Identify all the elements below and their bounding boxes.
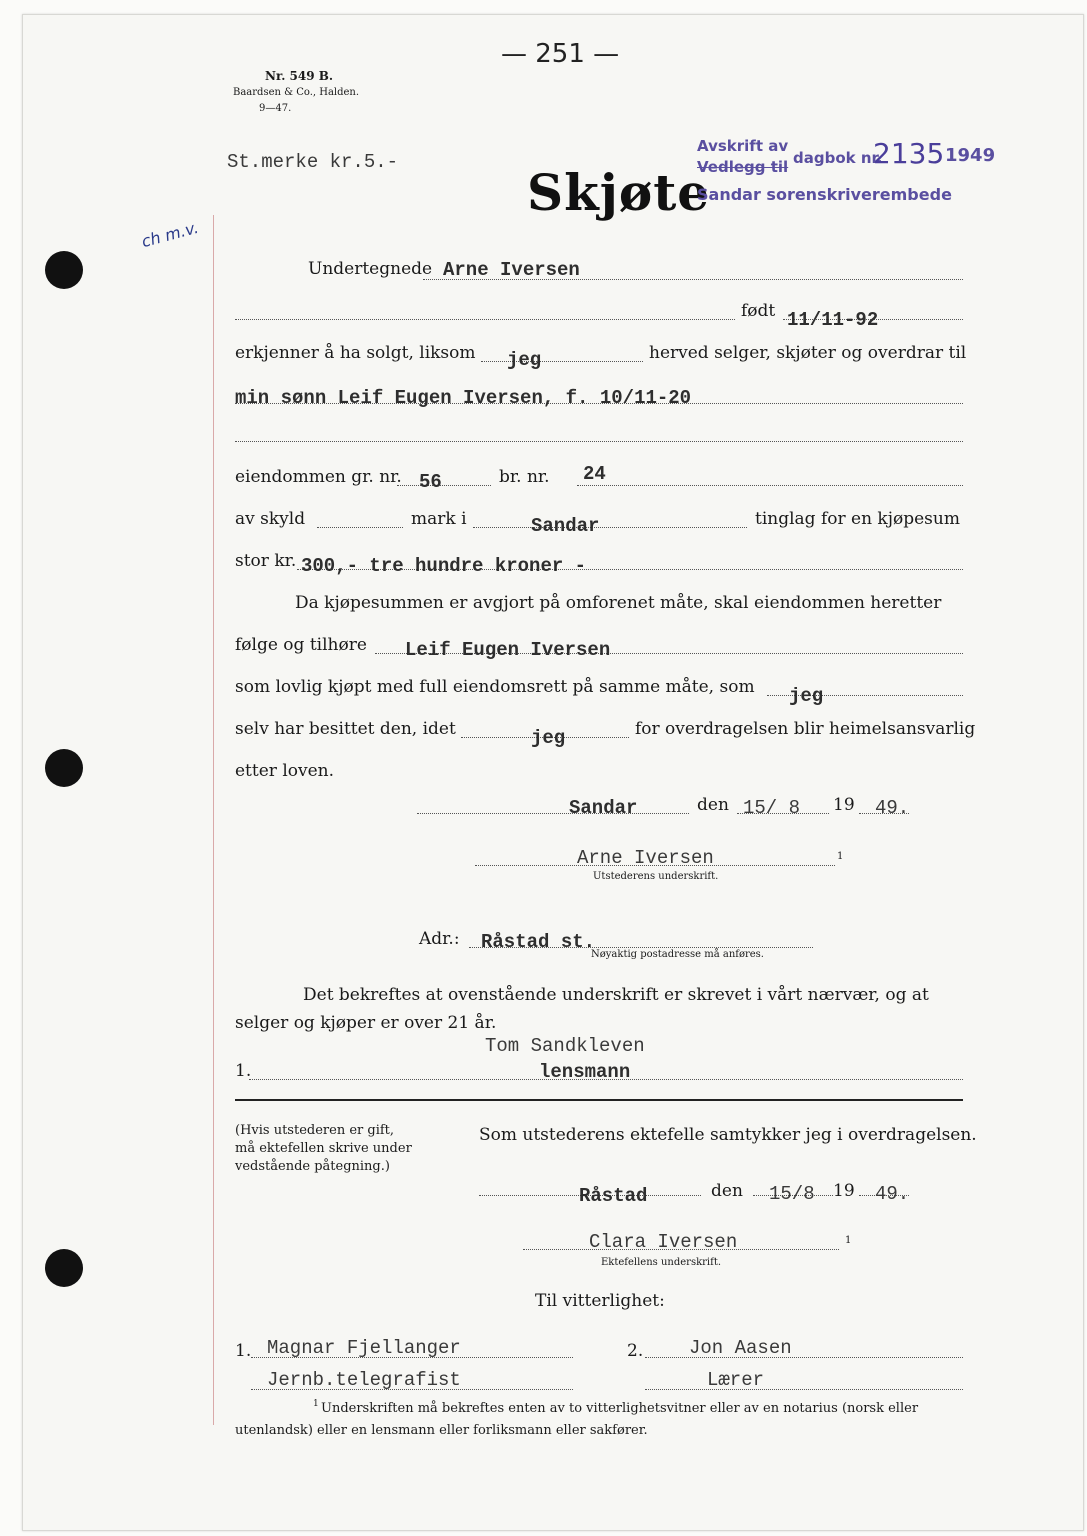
signing-place: Sandar [569,797,638,819]
page-number: — 251 — [501,39,620,69]
signing-place-line [417,813,689,814]
spouse-footnote-mark: 1 [845,1235,852,1246]
signature-footnote-mark: 1 [837,851,844,862]
spouse-signature: Clara Iversen [589,1231,738,1253]
paragraph-1: Da kjøpesummen er avgjort på omforenet måte, skal eiendommen heretter [295,593,942,613]
gr-nr-line [397,485,491,486]
confirmation-witness-name: Tom Sandkleven [485,1035,645,1057]
spouse-consent: Som utstederens ektefelle samtykker jeg i overdragelsen. [479,1125,977,1145]
form-printer: Baardsen & Co., Halden. [233,87,360,98]
spouse-den-label: den [711,1181,743,1201]
seller-name: Arne Iversen [443,259,580,281]
seller-signature: Arne Iversen [577,847,714,869]
stamp-dagbok-year: 1949 [945,145,996,166]
av-skyld-label: av skyld [235,509,306,529]
pronoun-2: jeg [789,685,824,707]
signing-year-prefix: 19 [833,795,855,815]
erkjenner-label: erkjenner å ha solgt, liksom [235,343,476,363]
margin-note: ch m.v. [139,217,201,252]
witness-1-number: 1. [235,1341,252,1361]
eiendommen-label: eiendommen gr. nr. [235,467,402,487]
address-label: Adr.: [419,929,460,949]
witness-2-name: Jon Aasen [689,1337,792,1359]
witness-2-title: Lærer [707,1369,765,1391]
witness-1-name: Magnar Fjellanger [267,1337,461,1359]
place-line [473,527,747,528]
stamp-dagbok-label: dagbok nr. [793,149,883,167]
section-divider [235,1099,963,1101]
spouse-note-3: vedstående påtegning.) [235,1159,390,1174]
form-date-code: 9—47. [259,103,292,114]
herved-label: herved selger, skjøter og overdrar til [649,343,967,363]
confirmation-text-2: selger og kjøper er over 21 år. [235,1013,497,1033]
margin-rule [213,215,214,1425]
blank-line [235,319,735,320]
skyld-line [317,527,403,528]
form-number: Nr. 549 B. [265,69,334,83]
punch-hole [45,251,83,289]
spouse-note-1: (Hvis utstederen er gift, [235,1123,395,1138]
confirmation-text-1: Det bekreftes at ovenstående underskrift er skrevet i vårt nærvær, og at [303,985,929,1005]
stamp-office: Sandar sorenskriverembede [697,185,952,204]
document-page [22,14,1084,1531]
br-nr-line [577,485,963,486]
confirmation-witness-title: lensmann [539,1061,631,1083]
signing-date: 15/ 8 [743,797,801,819]
gr-nr: 56 [419,471,442,493]
fodt-label: født [741,301,776,321]
stamp-attachment-label: Vedlegg til [697,158,789,176]
tinglag-label: tinglag for en kjøpesum [755,509,960,529]
br-nr-label: br. nr. [499,467,550,487]
mark-i-label: mark i [411,509,467,529]
spouse-caption: Ektefellens underskrift. [601,1257,722,1268]
footnote-mark: 1 [313,1399,319,1409]
spouse-date: 15/8 [769,1183,815,1205]
br-nr: 24 [583,463,606,485]
stamp-duty: St.merke kr.5.- [227,151,399,173]
witness-1-title: Jernb.telegrafist [267,1369,461,1391]
document-title: Skjøte [527,163,711,222]
witnesses-heading: Til vitterlighet: [535,1291,665,1311]
stamp-copy-label: Avskrift av [697,137,789,155]
witness-2-title-line [645,1389,963,1390]
confirmation-number: 1. [235,1061,252,1081]
place: Sandar [531,515,600,537]
address-caption: Nøyaktig postadresse må anføres. [591,949,764,960]
footnote-line-2: utenlandsk) eller en lensmann eller forliksmann eller sakfører. [235,1423,648,1438]
pronoun-line [481,361,643,362]
etter-loven: etter loven. [235,761,335,781]
folge-label: følge og tilhøre [235,635,367,655]
spouse-note-2: må ektefellen skrive under [235,1141,412,1156]
birth-date: 11/11-92 [787,309,879,331]
blank-line [235,441,963,442]
footnote-line-1: Underskriften må bekreftes enten av to vitterlighetsvitner eller av en notarius (norsk eller [321,1401,919,1416]
pronoun-1: jeg [507,349,542,371]
signing-year: 49. [875,797,910,819]
stamp-dagbok-number: 2135 [873,137,945,170]
buyer-line: min sønn Leif Eugen Iversen, f. 10/11-20 [235,387,692,409]
signing-den-label: den [697,795,729,815]
amount: 300,- tre hundre kroner - [301,555,587,577]
punch-hole [45,749,83,787]
punch-hole [45,1249,83,1287]
lovlig-label: som lovlig kjøpt med full eiendomsrett på samme måte, som [235,677,755,697]
overdragelsen-label: for overdragelsen blir heimelsansvarlig [635,719,976,739]
new-owner: Leif Eugen Iversen [405,639,611,661]
spouse-year: 49. [875,1183,910,1205]
stor-kr-label: stor kr. [235,551,297,571]
signature-caption: Utstederens underskrift. [593,871,719,882]
pronoun-3: jeg [531,727,566,749]
selv-label: selv har besittet den, idet [235,719,456,739]
spouse-place: Råstad [579,1185,648,1207]
undertegnede-label: Undertegnede [308,259,433,279]
spouse-year-prefix: 19 [833,1181,855,1201]
address: Råstad st. [481,931,596,953]
witness-2-number: 2. [627,1341,644,1361]
